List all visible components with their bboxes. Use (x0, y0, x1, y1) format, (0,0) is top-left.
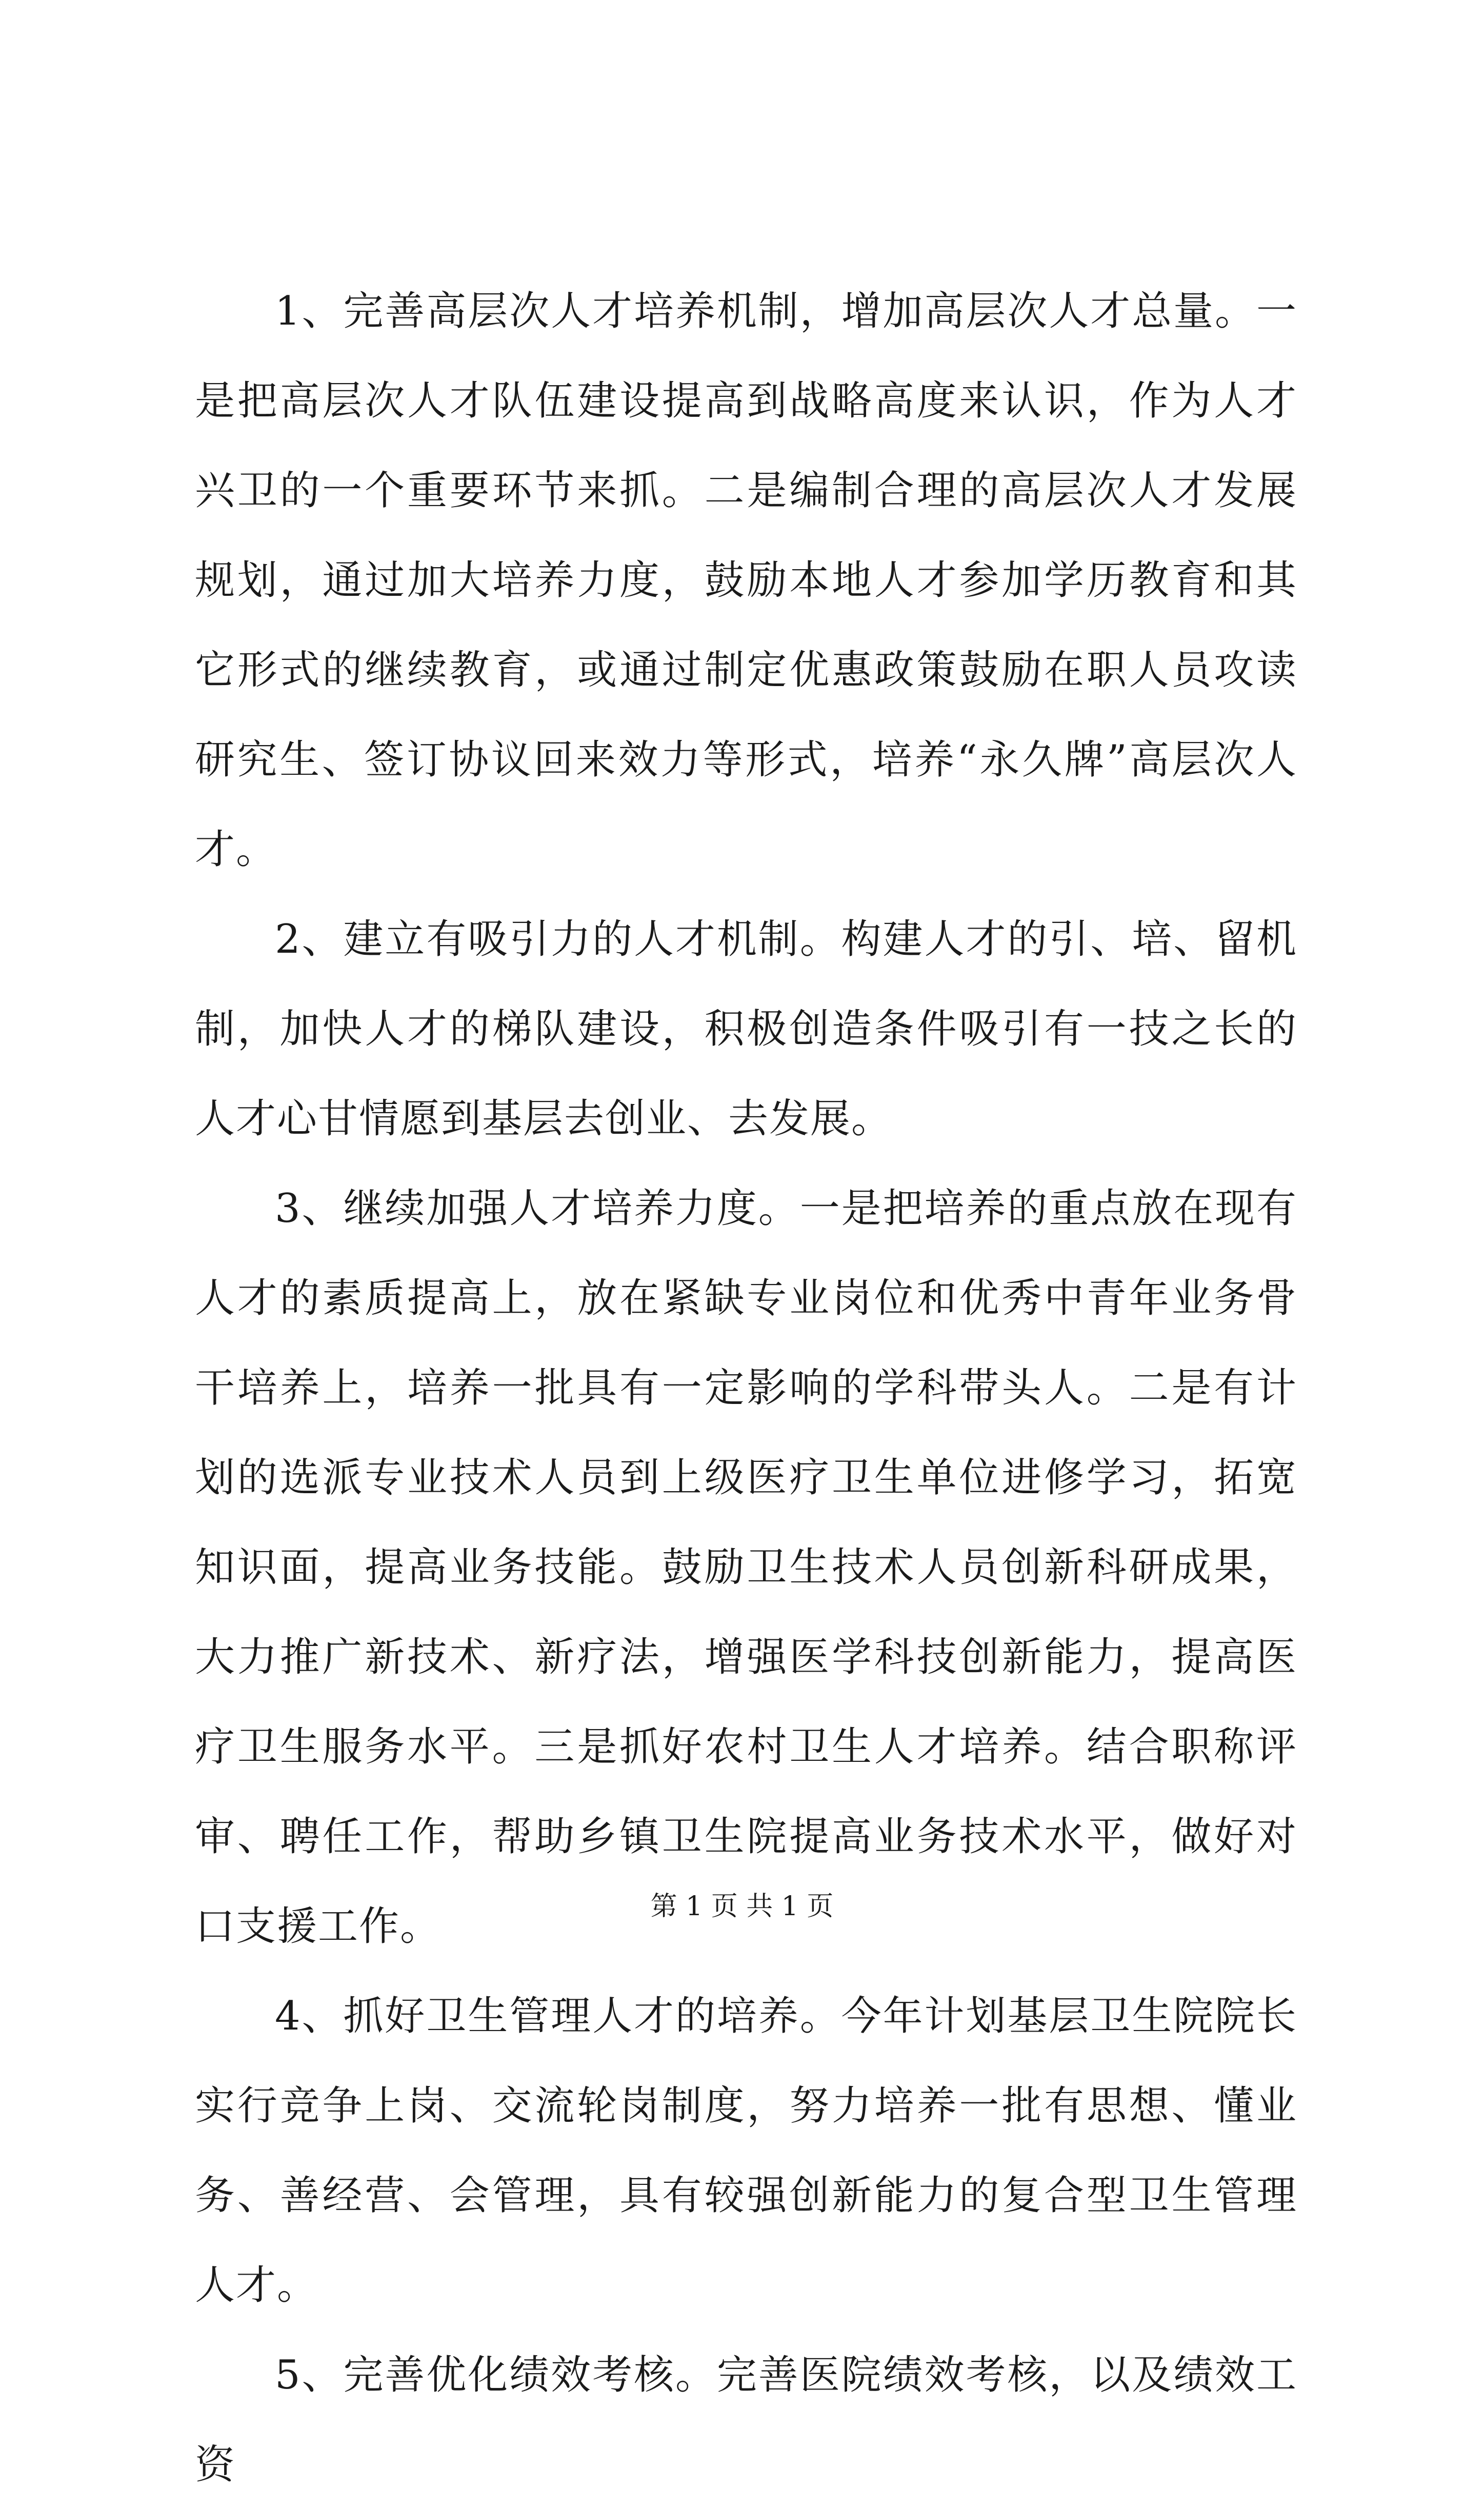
paragraph-4: 4、抓好卫生管理人才的培养。今年计划基层卫生院院长实行竞争上岗、交流轮岗制度，努力培养一批有思想、懂业务、善经营、会管理，具有较强创新能力的复合型卫生管理人才。 (195, 1993, 1297, 2308)
paragraph-5: 5、完善优化绩效考核。完善医院绩效考核，以及绩效工资 (195, 2352, 1297, 2488)
page-number-footer: 第 1 页 共 1 页 (650, 1891, 834, 1922)
paragraph-3: 3、继续加强人才培养力度。一是把培养的重点放在现有人才的素质提高上，放在紧缺专业岗位和优秀中青年业务骨干培养上，培养一批具有一定影响的学科带头人。二是有计划的选派专业技术人员到上级医疗卫生单位进修学习，拓宽知识面，提高业务技能。鼓励卫生技术人员创新科研成果，大力推广新技术、新疗法，增强医学科技创新能力，提高医疗卫生服务水平。三是抓好农村卫生人才培养。结合职称评审、聘任工作，帮助乡镇卫生院提高业务技术水平，做好对口支援工作。 (195, 1186, 1297, 1950)
paragraph-2: 2、建立有吸引力的人才机制。构建人才的引、培、留机制，加快人才的梯队建设，积极创造条件吸引有一技之长的人才心甘情愿到基层去创业、去发展。 (195, 916, 1297, 1142)
paragraph-1: 1、完善高层次人才培养机制，增加高层次人才总量。一是把高层次人才队伍建设提高到战略高度来认识，作为人才兴卫的一个重要环节来抓。二是编制合理的高层次人才发展规划，通过加大培养力度，鼓励本地人才参加学历教育和其它形式的继续教育，或通过制定优惠政策鼓励在职人员攻读研究生、签订协议回来效力等形式，培养“永久牌”高层次人才。 (195, 288, 1297, 873)
document-body (195, 267, 1297, 2510)
